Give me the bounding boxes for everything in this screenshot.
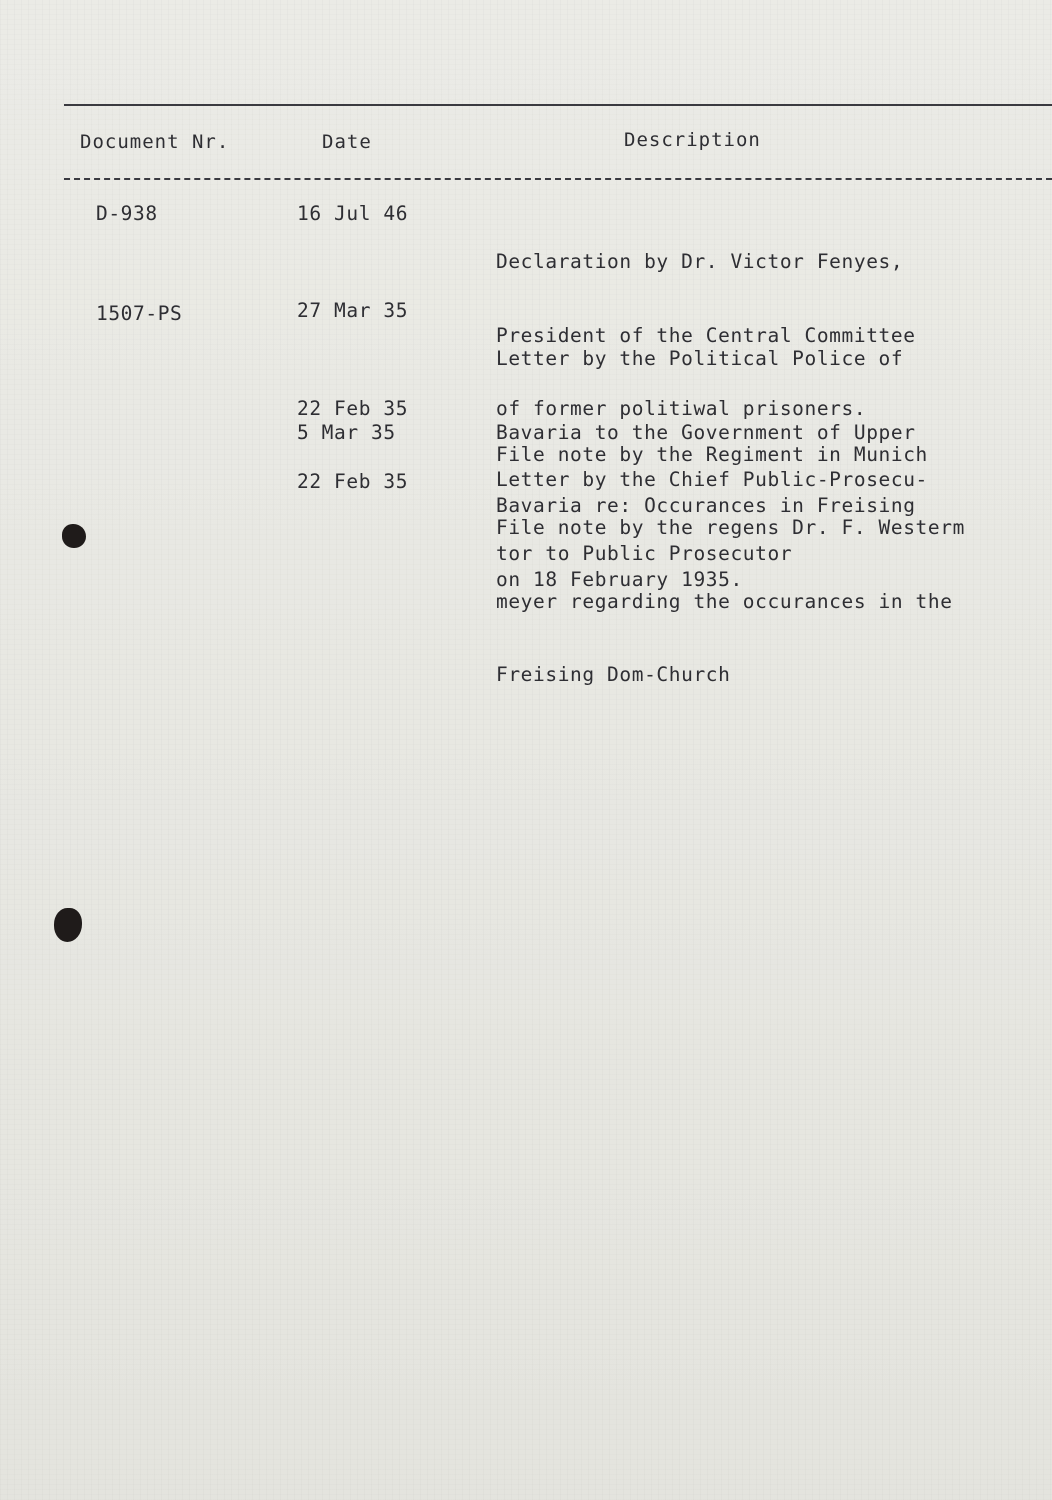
header-underline-rule — [64, 178, 1052, 180]
punch-hole — [54, 908, 82, 942]
entry-date: 16 Jul 46 — [297, 202, 409, 225]
description-line: Letter by the Political Police of — [496, 347, 904, 370]
description-line: Declaration by Dr. Victor Fenyes, — [496, 250, 904, 273]
entry-date: 5 Mar 35 — [297, 421, 396, 444]
entry-date: 22 Feb 35 — [297, 470, 409, 493]
description-line: File note by the Regiment in Munich — [496, 443, 928, 466]
header-date: Date — [322, 131, 372, 153]
top-rule — [64, 104, 1052, 106]
description-line: File note by the regens Dr. F. Westerm — [496, 516, 965, 539]
description-line: Bavaria to the Government of Upper — [496, 420, 916, 444]
header-document-nr: Document Nr. — [80, 131, 230, 153]
punch-hole — [62, 524, 86, 548]
description-line: Bavaria re: Occurances in Freising — [496, 494, 916, 517]
entry-description — [496, 467, 965, 737]
description-line: on 18 February 1935. — [496, 567, 743, 591]
description-line: Letter by the Chief Public-Prosecu- — [496, 468, 928, 491]
entry-date: 27 Mar 35 — [297, 299, 409, 322]
description-line: meyer regarding the occurances in the — [496, 589, 953, 613]
entry-document-nr: D-938 — [96, 202, 158, 225]
description-line: Freising Dom-Church — [496, 663, 731, 686]
header-description: Description — [624, 129, 761, 151]
description-line: of former politiwal prisoners. — [496, 397, 867, 420]
entry-document-nr: 1507-PS — [96, 302, 183, 325]
description-line: President of the Central Committee — [496, 323, 916, 347]
description-line: tor to Public Prosecutor — [496, 541, 793, 565]
entry-date: 22 Feb 35 — [297, 397, 409, 420]
